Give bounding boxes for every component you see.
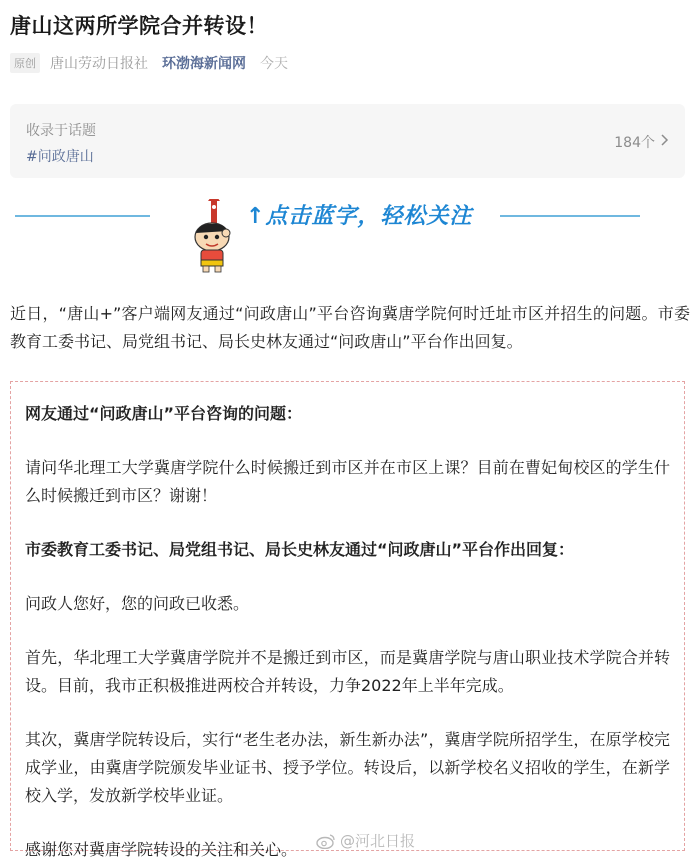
article-meta (10, 52, 288, 74)
author-source: 唐山劳动日报社 (50, 56, 148, 72)
mascot-icon (186, 199, 242, 273)
banner-divider-left (15, 215, 150, 217)
intro-paragraph: 近日，“唐山+”客户端网友通过“问政唐山”平台咨询冀唐学院何时迁址市区并招生的问题。市委教育工委书记、局党组书记、局长史林友通过“问政唐山”平台作出回复。 (10, 304, 690, 351)
banner-divider-right (500, 215, 640, 217)
weibo-icon (316, 833, 336, 849)
question-heading: 网友通过“问政唐山”平台咨询的问题： (25, 404, 303, 423)
publish-date: 今天 (260, 56, 288, 72)
chevron-right-icon (661, 134, 669, 150)
follow-banner[interactable] (0, 195, 700, 275)
topic-card[interactable] (10, 104, 685, 178)
answer-heading: 市委教育工委书记、局党组书记、局长史林友通过“问政唐山”平台作出回复： (25, 540, 575, 559)
original-badge: 原创 (10, 53, 40, 73)
topic-count[interactable] (614, 132, 669, 152)
watermark-text: @河北日报 (340, 832, 416, 850)
answer-paragraph-1: 首先，华北理工大学冀唐学院并不是搬迁到市区，而是冀唐学院与唐山职业技术学院合并转设。目前，我市正积极推进两校合并转设，力争2022年上半年完成。 (25, 648, 670, 695)
answer-greeting: 问政人您好，您的问政已收悉。 (25, 594, 250, 613)
topic-count-text: 184个 (614, 135, 655, 151)
weibo-watermark (316, 830, 415, 851)
article-title: 唐山这两所学院合并转设！ (10, 14, 268, 38)
account-link[interactable]: 环渤海新闻网 (162, 56, 246, 72)
answer-paragraph-2: 其次，冀唐学院转设后，实行“老生老办法，新生新办法”，冀唐学院所招学生，在原学校完成学业，由冀唐学院颁发毕业证书、授予学位。转设后，以新学校名义招收的学生，在新学校入学，发放新学校毕业证。 (25, 730, 670, 805)
topic-tag-link[interactable]: #问政唐山 (26, 149, 94, 165)
answer-closing: 感谢您对冀唐学院转设的关注和关心。 (25, 840, 298, 859)
qa-section (10, 381, 685, 859)
topic-label: 收录于话题 (26, 123, 96, 139)
follow-prompt-text: ↑点击蓝字，轻松关注 (246, 204, 473, 229)
question-text: 请问华北理工大学冀唐学院什么时候搬迁到市区并在市区上课？目前在曹妃甸校区的学生什么时候搬迁到市区？谢谢！ (25, 458, 670, 505)
